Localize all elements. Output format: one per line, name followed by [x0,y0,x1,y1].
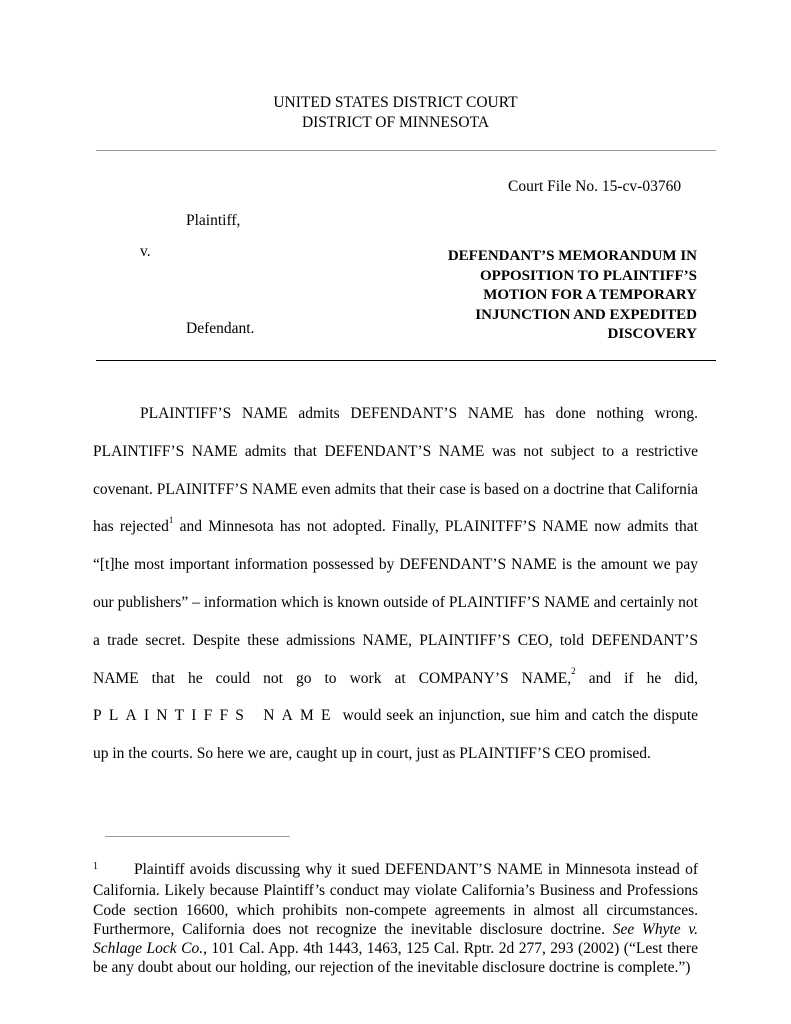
body-text-segment: and if he did, [575,669,698,687]
footnote-separator [105,836,290,837]
body-text-segment: and Minnesota has not adopted. Finally, PLAINITFF’S NAME now admits that “[t]he most important information possessed by DEFENDANT’S NAME is the amount we pay our publishers” – information which is known outside of PLAINTIFF’S NAME and certainly not a trade secret. Despite these admissions NAME, PLAINTIFF’S CEO, told DEFENDANT’S NAME that he could not go to work at COMPANY’S NAME, [93,518,698,687]
footnote [93,860,698,978]
plaintiff-label: Plaintiff, [186,212,241,229]
footnote-citation: See Whyte v. Schlage Lock Co. [93,920,698,958]
body-paragraph [93,395,698,773]
title-line: DEFENDANT’S MEMORANDUM IN [447,248,697,264]
footnote-reference[interactable]: 1 [168,515,174,526]
footnote-reference[interactable]: 2 [571,666,576,677]
defendant-label: Defendant. [186,320,255,337]
footnote-text: Plaintiff avoids discussing why it sued DEFENDANT’S NAME in Minnesota instead of California. Likely because Plaintiff’s conduct may violate California’s Business and Professions Code section 16600, which prohibits non-compete agreements in almost all circumstances. Furthermore, California does not recognize the inevitable disclosure doctrine. [93,861,698,938]
court-name: UNITED STATES DISTRICT COURT [273,94,518,111]
header-divider [96,150,716,151]
body-text-segment: PLAINTIFF’S NAME admits DEFENDANT’S NAME has done nothing wrong. PLAINTIFF’S NAME admits that DEFENDANT’S NAME was not subject to a restrictive covenant. PLAINITFF’S NAME even admits that their case is based on a doctrine that California has rejected [93,405,698,536]
footnote-text: , 101 Cal. App. 4th 1443, 1463, 125 Cal. Rptr. 2d 277, 293 (2002) (“Lest there be any doubt about our holding, our rejection of the inevitable disclosure doctrine is complete.”) [93,940,698,977]
footnote-number: 1 [93,861,98,872]
versus-label: v. [140,243,151,260]
document-title [395,247,697,345]
title-line: DISCOVERY [607,326,697,342]
court-district: DISTRICT OF MINNESOTA [301,114,490,131]
title-line: INJUNCTION AND EXPEDITED [475,306,697,323]
title-line: MOTION FOR A TEMPORARY [483,287,697,303]
memorandum-body [93,395,698,773]
title-line: OPPOSITION TO PLAINTIFF’S [480,267,697,284]
court-file-number: Court File No. 15-cv-03760 [508,178,682,195]
body-text-segment: would seek an injunction, sue him and catch the dispute up in the courts. So here we are, caught up in court, just as PLAINTIFF’S CEO promised. [93,707,699,763]
caption-divider [96,360,716,361]
spaced-plaintiff-name: PLAINTIFFS NAME [93,707,338,725]
